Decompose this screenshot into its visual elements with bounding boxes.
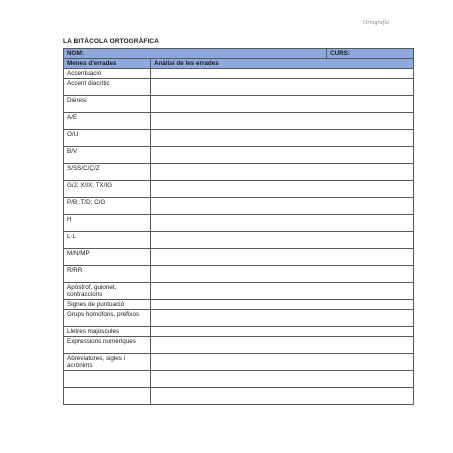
error-type-cell: A/E <box>64 113 151 130</box>
error-type-cell: S/SS/C/Ç/Z <box>64 164 151 181</box>
table-row <box>64 337 414 354</box>
analysis-entry-cell[interactable] <box>151 283 414 300</box>
analysis-entry-cell[interactable] <box>151 388 414 405</box>
error-type-cell: R/RR <box>64 266 151 283</box>
error-type-cell: O/U <box>64 130 151 147</box>
table-row <box>64 310 414 327</box>
error-analysis-header: Anàlisi de les errades <box>151 59 414 69</box>
table-row <box>64 164 414 181</box>
table-row <box>64 283 414 300</box>
table-row <box>64 130 414 147</box>
error-type-cell: Dièresi <box>64 96 151 113</box>
error-types-header: Menes d'errades <box>64 59 151 69</box>
error-type-cell: Accent diacrític <box>64 79 151 96</box>
analysis-entry-cell[interactable] <box>151 69 414 79</box>
analysis-entry-cell[interactable] <box>151 113 414 130</box>
table-row <box>64 69 414 79</box>
error-type-cell: Accentuació <box>64 69 151 79</box>
error-log-table <box>63 48 414 405</box>
analysis-entry-cell[interactable] <box>151 147 414 164</box>
analysis-entry-cell[interactable] <box>151 232 414 249</box>
analysis-entry-cell[interactable] <box>151 300 414 310</box>
table-row <box>64 198 414 215</box>
table-row <box>64 96 414 113</box>
table-row <box>64 181 414 198</box>
analysis-entry-cell[interactable] <box>151 130 414 147</box>
error-type-cell: Abreviatures, sigles i acrònims <box>64 354 151 371</box>
error-type-cell: Apòstrof, guionet, contraccions <box>64 283 151 300</box>
analysis-entry-cell[interactable] <box>151 337 414 354</box>
analysis-entry-cell[interactable] <box>151 371 414 388</box>
error-type-cell: Grups homòfons, prefixos <box>64 310 151 327</box>
error-type-cell: M/N/MP <box>64 249 151 266</box>
error-type-cell: B/V <box>64 147 151 164</box>
table-row <box>64 113 414 130</box>
error-type-cell: Signes de puntuació <box>64 300 151 310</box>
table-row <box>64 388 414 405</box>
analysis-entry-cell[interactable] <box>151 327 414 337</box>
analysis-entry-cell[interactable] <box>151 181 414 198</box>
error-type-cell: L·L <box>64 232 151 249</box>
analysis-entry-cell[interactable] <box>151 310 414 327</box>
running-header: Ortografia <box>362 20 389 26</box>
table-row <box>64 79 414 96</box>
table-row <box>64 354 414 371</box>
name-field-label: NOM: <box>64 49 327 59</box>
analysis-entry-cell[interactable] <box>151 249 414 266</box>
table-row <box>64 147 414 164</box>
column-header-row <box>64 59 414 69</box>
analysis-entry-cell[interactable] <box>151 354 414 371</box>
course-field-label: CURS: <box>327 49 414 59</box>
table-row <box>64 371 414 388</box>
analysis-entry-cell[interactable] <box>151 198 414 215</box>
error-type-cell <box>64 388 151 405</box>
table-row <box>64 249 414 266</box>
error-type-cell: H <box>64 215 151 232</box>
table-row <box>64 327 414 337</box>
error-type-cell <box>64 371 151 388</box>
error-type-cell: Lletres majúscules <box>64 327 151 337</box>
document-title: LA BITÀCOLA ORTOGRÀFICA <box>63 38 159 45</box>
analysis-entry-cell[interactable] <box>151 96 414 113</box>
analysis-entry-cell[interactable] <box>151 164 414 181</box>
table-row <box>64 266 414 283</box>
error-type-cell: P/B; T/D; C/G <box>64 198 151 215</box>
error-type-cell: Expressions numèriques <box>64 337 151 354</box>
table-row <box>64 300 414 310</box>
analysis-entry-cell[interactable] <box>151 266 414 283</box>
name-course-header-row <box>64 49 414 59</box>
error-type-cell: G/J; X/IX; TX/IG <box>64 181 151 198</box>
table-row <box>64 232 414 249</box>
analysis-entry-cell[interactable] <box>151 79 414 96</box>
table-row <box>64 215 414 232</box>
analysis-entry-cell[interactable] <box>151 215 414 232</box>
